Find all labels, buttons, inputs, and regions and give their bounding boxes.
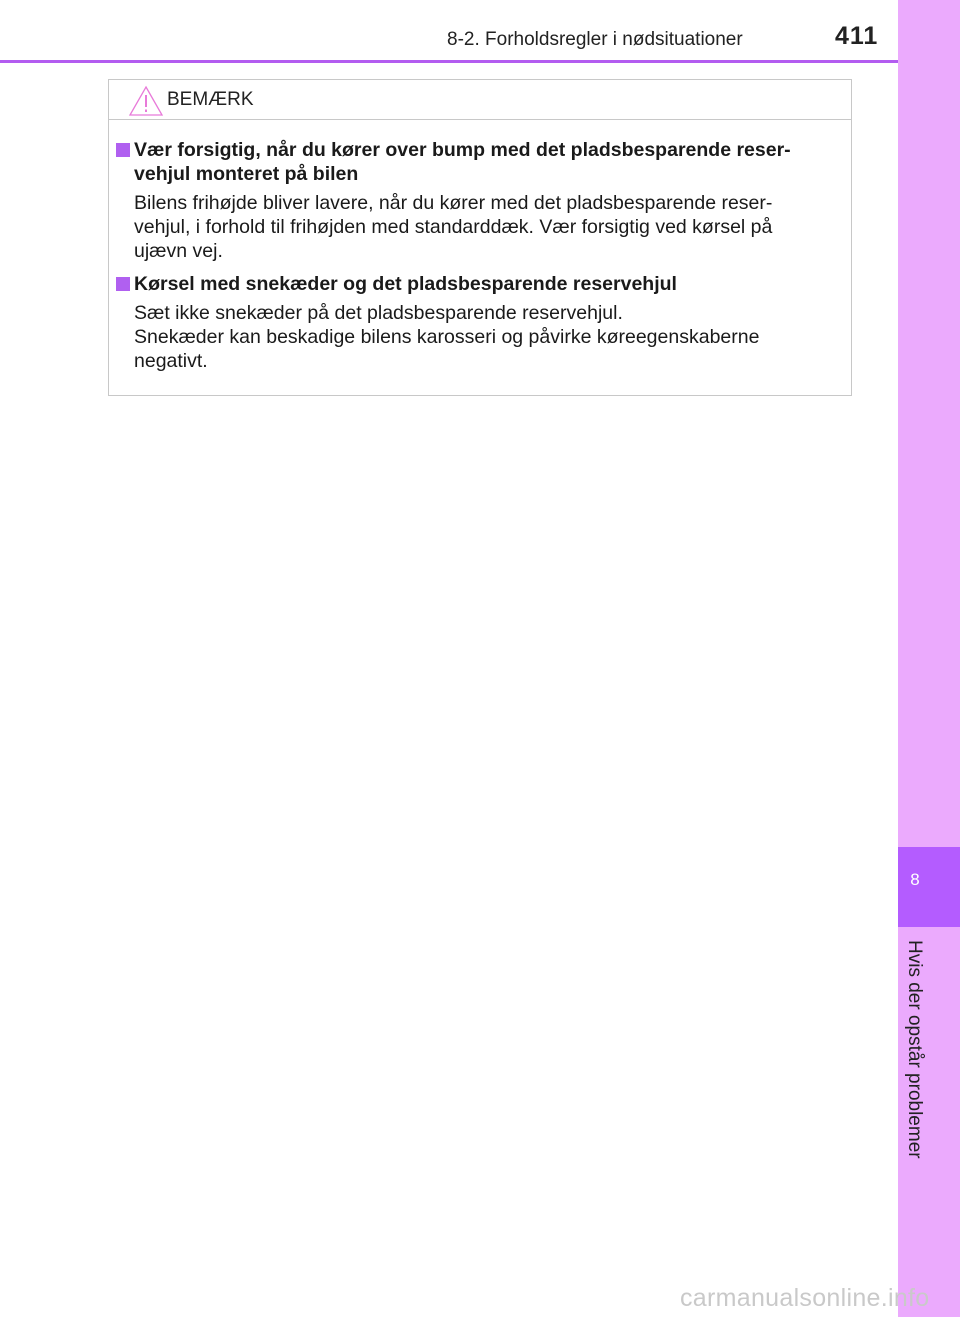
note-box (108, 79, 852, 396)
note-section (134, 272, 846, 372)
section-body-line: Snekæder kan beskadige bilens karosseri og påvirke køreegenskaberne (134, 326, 760, 348)
note-header (109, 80, 851, 120)
section-body-line: ujævn vej. (134, 240, 223, 262)
section-heading-line: Vær forsigtig, når du kører over bump med det pladsbesparende reser- (134, 139, 791, 161)
section-body-line: negativt. (134, 350, 208, 372)
page-number: 411 (835, 22, 879, 50)
bullet-square-icon (116, 143, 130, 157)
chapter-number: 8 (910, 870, 920, 889)
section-heading-line: Kørsel med snekæder og det pladsbesparende reservehjul (134, 273, 677, 295)
section-body-line: Bilens frihøjde bliver lavere, når du kører med det pladsbesparende reser- (134, 192, 773, 214)
warning-icon (128, 85, 164, 117)
note-section (134, 138, 846, 268)
section-body-line: Sæt ikke snekæder på det pladsbesparende reservehjul. (134, 302, 623, 324)
note-label: BEMÆRK (167, 89, 254, 110)
section-title: 8-2. Forholdsregler i nødsituationer (447, 29, 743, 50)
section-body-line: vehjul, i forhold til frihøjden med standarddæk. Vær forsigtig ved kørsel på (134, 216, 773, 238)
watermark-credit: carmanualsonline.info (680, 1284, 930, 1312)
section-heading-line: vehjul monteret på bilen (134, 163, 359, 185)
bullet-square-icon (116, 277, 130, 291)
chapter-title: Hvis der opstår problemer (904, 940, 925, 1159)
header-rule (0, 60, 898, 63)
